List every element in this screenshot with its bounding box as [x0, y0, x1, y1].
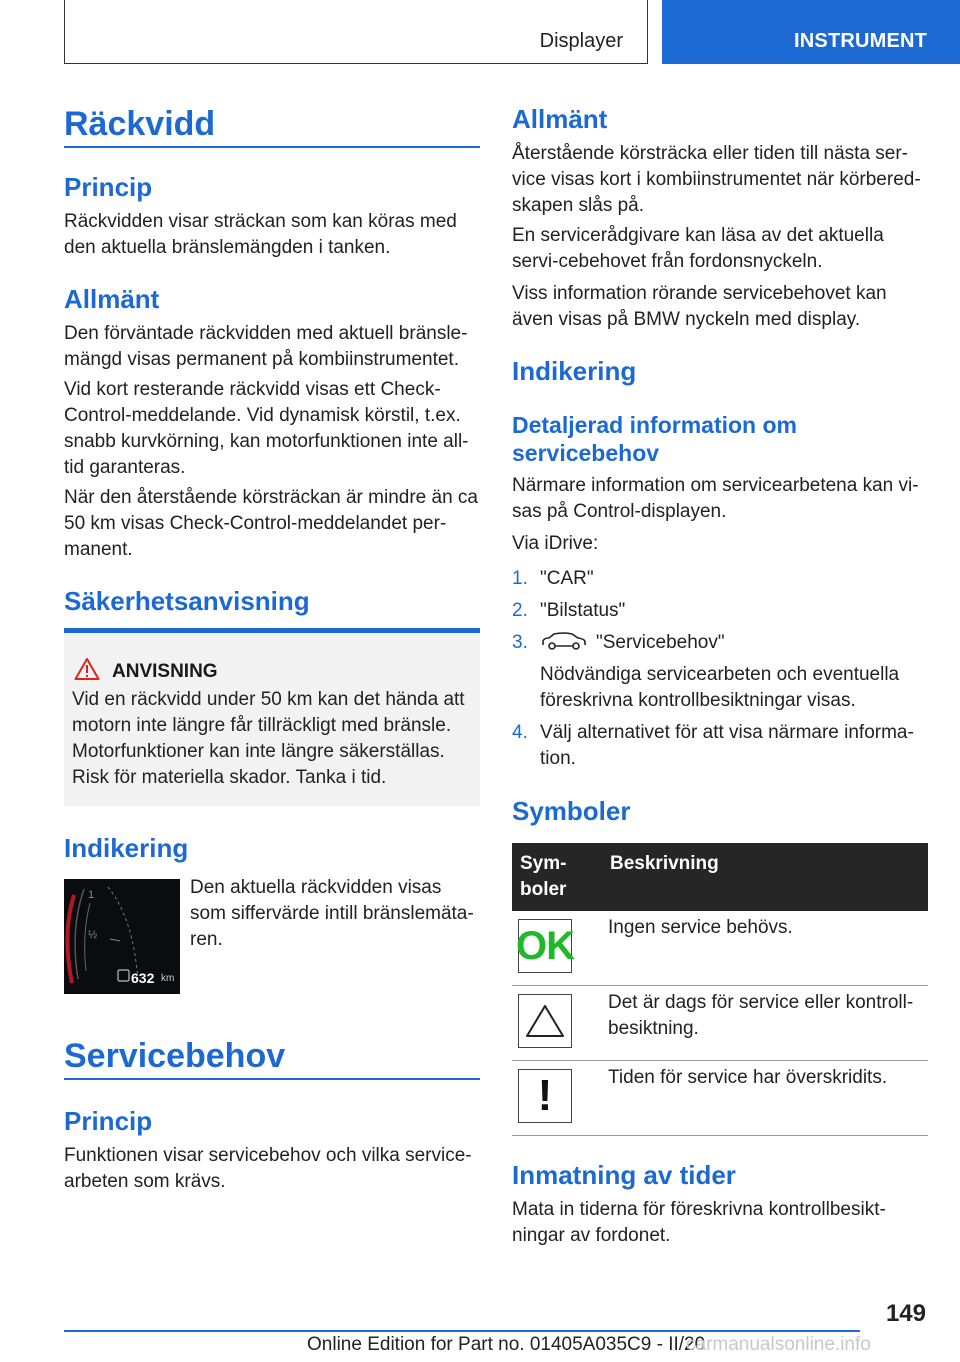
warning-text: Vid en räckvidd under 50 km kan det hända att motorn inte längre får tillräckligt med bränsle. Motorfunktioner kan inte längre säkerställas. Risk för materiella skador. Tanka i tid. — [72, 689, 465, 788]
step-number: 3. — [512, 632, 528, 653]
paragraph-allmant-right-2: En servicerådgivare kan läsa av det aktuella servi-cebehovet från fordonsnyckeln. — [512, 225, 884, 272]
heading-sakerhetsanvisning: Säkerhetsanvisning — [64, 586, 310, 616]
list-item — [512, 566, 928, 592]
idrive-steps-list — [512, 566, 928, 778]
step-text: "CAR" — [540, 568, 594, 589]
symbol-cell — [512, 911, 602, 986]
symbol-cell — [512, 986, 602, 1061]
section-heading-servicebehov: Servicebehov — [64, 1037, 286, 1075]
fuel-gauge-image — [64, 879, 180, 994]
range-unit: km — [161, 973, 175, 984]
table-row — [512, 1061, 928, 1136]
description-cell: Tiden för service har överskridits. — [602, 1061, 928, 1136]
table-row — [512, 986, 928, 1061]
heading-indikering: Indikering — [64, 833, 189, 863]
paragraph-allmant-right-1: Återstående körsträcka eller tiden till nästa ser-vice visas kort i kombiinstrumentet när körbered-skapen slås på. — [512, 143, 921, 216]
heading-rule-2 — [64, 1078, 480, 1080]
warning-title: ANVISNING — [112, 661, 218, 682]
ok-icon: OK — [518, 919, 572, 973]
paragraph-princip: Räckvidden visar sträckan som kan köras med den aktuella bränslemängden i tanken. — [64, 211, 457, 258]
header-box — [64, 0, 648, 64]
section-title: Displayer — [539, 30, 623, 52]
gauge-mark-half: ½ — [88, 929, 98, 941]
triangle-icon — [518, 994, 572, 1048]
table-row — [512, 911, 928, 986]
footer-watermark: carmanualsonline.info — [686, 1334, 871, 1355]
step-text: "Servicebehov" — [596, 632, 725, 653]
description-cell: Det är dags för service eller kontroll-besiktning. — [602, 986, 928, 1061]
range-value: 632 — [131, 970, 155, 986]
paragraph-via-idrive: Via iDrive: — [512, 533, 599, 554]
column-header-description: Beskrivning — [602, 843, 928, 911]
list-item — [512, 720, 928, 772]
symbols-table — [512, 843, 928, 1136]
step-number: 2. — [512, 600, 528, 621]
column-header-symbols: Sym-boler — [512, 843, 602, 911]
exclamation-icon: ! — [518, 1069, 572, 1123]
footer-edition: Online Edition for Part no. 01405A035C9 - II/20 — [307, 1334, 706, 1355]
table-header-row — [512, 843, 928, 911]
paragraph-detaljerad: Närmare information om servicearbetena kan vi-sas på Control-displayen. — [512, 475, 919, 522]
gauge-mark-1: 1 — [88, 889, 95, 901]
paragraph-allmant-1: Den förväntade räckvidden med aktuell bränsle-mängd visas permanent på kombiinstrumentet. — [64, 323, 468, 370]
step-number: 1. — [512, 568, 528, 589]
heading-princip: Princip — [64, 172, 153, 202]
section-heading-rackvidd: Räckvidd — [64, 105, 216, 143]
heading-allmant: Allmänt — [64, 284, 160, 314]
heading-allmant-right: Allmänt — [512, 104, 608, 134]
heading-princip-2: Princip — [64, 1106, 153, 1136]
heading-rule — [64, 146, 480, 148]
warning-box — [64, 628, 480, 806]
symbol-cell — [512, 1061, 602, 1136]
list-item — [512, 598, 928, 624]
paragraph-indikering: Den aktuella räckvidden visas som siffervärde intill bränslemäta-ren. — [190, 877, 474, 950]
step-subtext: Nödvändiga servicearbeten och eventuella föreskrivna kontrollbesiktningar visas. — [540, 664, 900, 711]
paragraph-allmant-right-3: Viss information rörande servicebehovet kan även visas på BMW nyckeln med display. — [512, 283, 887, 330]
step-text: Välj alternativet för att visa närmare informa-tion. — [540, 722, 914, 769]
page-number: 149 — [885, 1300, 926, 1327]
chapter-tab[interactable]: INSTRUMENT — [662, 0, 960, 64]
description-cell: Ingen service behövs. — [602, 911, 928, 986]
heading-inmatning-av-tider: Inmatning av tider — [512, 1160, 736, 1190]
heading-detaljerad-information: Detaljerad information om servicebehov — [512, 412, 797, 466]
list-item — [512, 630, 928, 714]
step-number: 4. — [512, 722, 528, 743]
car-service-icon — [540, 631, 588, 651]
paragraph-princip-2: Funktionen visar servicebehov och vilka service-arbeten som krävs. — [64, 1145, 472, 1192]
heading-indikering-right: Indikering — [512, 356, 637, 386]
warning-triangle-icon — [74, 657, 100, 681]
paragraph-inmatning: Mata in tiderna för föreskrivna kontrollbesikt-ningar av fordonet. — [512, 1199, 886, 1246]
step-text: "Bilstatus" — [540, 600, 626, 621]
paragraph-allmant-2: Vid kort resterande räckvidd visas ett Check-Control-meddelande. Vid dynamisk körstil, t.ex. snabb kurvkörning, kan motorfunktionen inte all-tid garanteras. — [64, 379, 469, 478]
heading-symboler: Symboler — [512, 796, 631, 826]
footer-rule — [64, 1330, 860, 1332]
paragraph-allmant-3: När den återstående körsträckan är mindre än ca 50 km visas Check-Control-meddelandet per-manent. — [64, 487, 478, 560]
